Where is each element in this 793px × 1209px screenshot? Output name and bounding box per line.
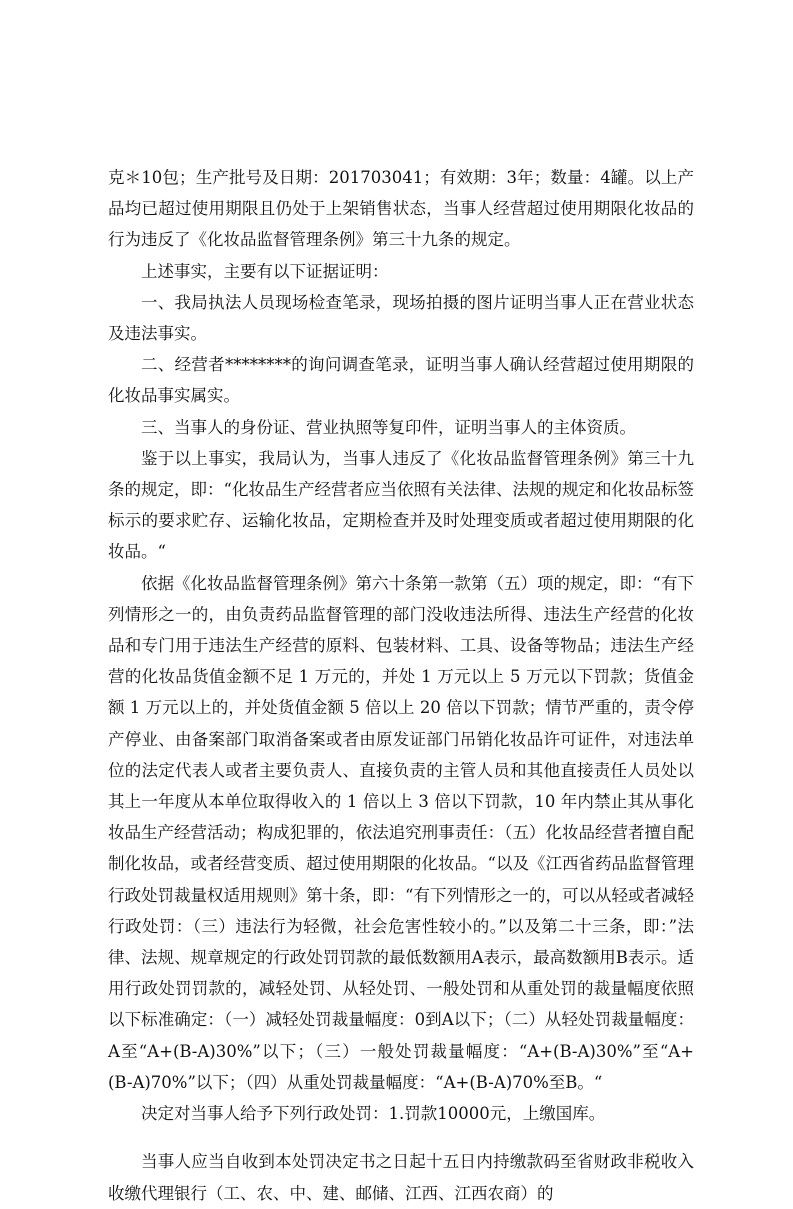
paragraph-product-violation: 克＊10包；生产批号及日期：201703041；有效期：3年；数量：4罐。以上产品均已超过使用期限且仍处于上架销售状态，当事人经营超过使用期限化妆品的行为违反了《化妆品监督管理条例》第三十九条的规定。 [108, 168, 694, 250]
paragraph-evidence-2: 二、经营者********的询问调查笔录，证明当事人确认经营超过使用期限的化妆品事实属实。 [108, 355, 694, 406]
paragraph-evidence-1: 一、我局执法人员现场检查笔录，现场拍摄的图片证明当事人正在营业状态及违法事实。 [108, 292, 694, 344]
paragraph-payment-instructions: 当事人应当自收到本处罚决定书之日起十五日内持缴款码至省财政非税收入收缴代理银行（工、农、中、建、邮储、江西、江西农商）的 [108, 1152, 694, 1203]
document-body [108, 162, 694, 1209]
paragraph-decision: 决定对当事人给予下列行政处罚：1.罚款10000元，上缴国库。 [141, 1104, 606, 1124]
paragraph-legal-basis: 依据《化妆品监督管理条例》第六十条第一款第（五）项的规定，即：“有下列情形之一的，由负责药品监督管理的部门没收违法所得、违法生产经营的化妆品和专门用于违法生产经营的原料、包装材料、工具、设备等物品；违法生产经营的化妆品货值金额不足 1 万元的，并处 1 万元以上 5 万元以下罚款；货值金额 1 万元以上的，并处货值金额 5 倍以上 20 倍以下罚款；情节严重的，责令停产停业、由备案部门取消备案或者由原发证部门吊销化妆品许可证件，对违法单位的法定代表人或者主要负责人、直接负责的主管人员和其他直接责任人员处以其上一年度从本单位取得收入的 1 倍以上 3 倍以下罚款，10 年内禁止其从事化妆品生产经营活动；构成犯罪的，依法追究刑事责任：（五）化妆品经营者擅自配制化妆品，或者经营变质、超过使用期限的化妆品。“以及《江西省药品监督管理行政处罚裁量权适用规则》第十条，即：“有下列情形之一的，可以从轻或者减轻行政处罚：（三）违法行为轻微，社会危害性较小的。”以及第二十三条，即：”法律、法规、规章规定的行政处罚罚款的最低数额用A表示，最高数额用B表示。适用行政处罚罚款的，减轻处罚、从轻处罚、一般处罚和从重处罚的裁量幅度依照以下标准确定：（一）减轻处罚裁量幅度：0到A以下；（二）从轻处罚裁量幅度：A至“A+(B-A)30%”以下；（三）一般处罚裁量幅度：“A+(B-A)30%”至“A+(B-A)70%”以下；（四）从重处罚裁量幅度：“A+(B-A)70%至B。“ [108, 573, 694, 1092]
paragraph-evidence-intro: 上述事实，主要有以下证据证明： [141, 261, 389, 281]
paragraph-finding: 鉴于以上事实，我局认为，当事人违反了《化妆品监督管理条例》第三十九条的规定，即：“化妆品生产经营者应当依照有关法律、法规的规定和化妆品标签标示的要求贮存、运输化妆品，定期检查并及时处理变质或者超过使用期限的化妆品。“ [108, 448, 694, 562]
paragraph-evidence-3: 三、当事人的身份证、营业执照等复印件，证明当事人的主体资质。 [141, 417, 636, 437]
